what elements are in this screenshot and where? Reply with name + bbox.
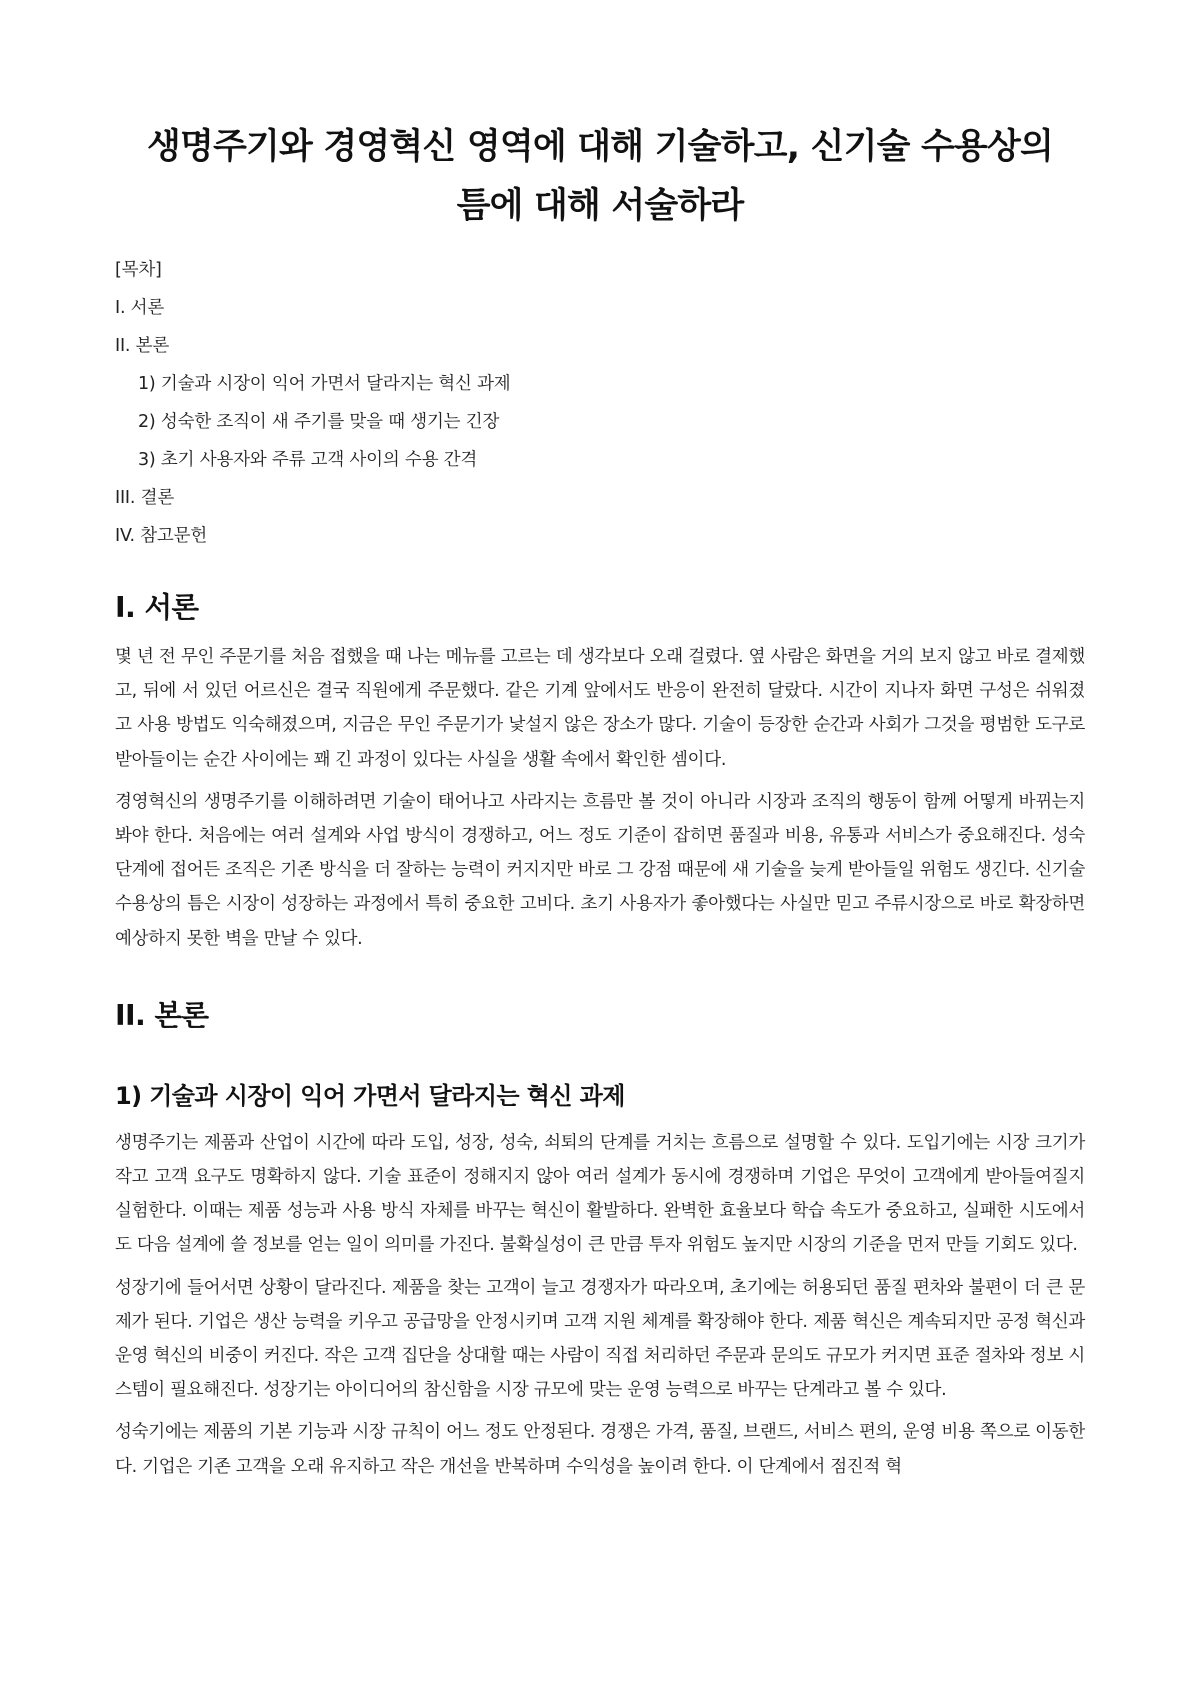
- toc-item-conclusion: III. 결론: [115, 488, 175, 508]
- document-page: [115, 118, 1085, 1492]
- table-of-contents: [115, 260, 1085, 546]
- toc-item-body-1: 1) 기술과 시장이 익어 가면서 달라지는 혁신 과제: [138, 374, 511, 394]
- document-title-line1: 생명주기와 경영혁신 영역에 대해 기술하고, 신기술 수용상의: [146, 127, 1054, 167]
- toc-item-introduction: I. 서론: [115, 298, 165, 318]
- section-heading-introduction: I. 서론: [115, 591, 199, 624]
- intro-paragraph-1: 몇 년 전 무인 주문기를 처음 접했을 때 나는 메뉴를 고르는 데 생각보다 오래 걸렸다. 옆 사람은 화면을 거의 보지 않고 바로 결제했고, 뒤에 서 있던 어르신은 결국 직원에게 주문했다. 같은 기계 앞에서도 반응이 완전히 달랐다. 시간이 지나자 화면 구성은 쉬워졌고 사용 방법도 익숙해졌으며, 지금은 무인 주문기가 낯설지 않은 장소가 많다. 기술이 등장한 순간과 사회가 그것을 평범한 도구로 받아들이는 순간 사이에는 꽤 긴 과정이 있다는 사실을 생활 속에서 확인한 셈이다.: [115, 647, 1085, 770]
- body-paragraph-2: 성장기에 들어서면 상황이 달라진다. 제품을 찾는 고객이 늘고 경쟁자가 따라오며, 초기에는 허용되던 품질 편차와 불편이 더 큰 문제가 된다. 기업은 생산 능력을 키우고 공급망을 안정시키며 고객 지원 체계를 확장해야 한다. 제품 혁신은 계속되지만 공정 혁신과 운영 혁신의 비중이 커진다. 작은 고객 집단을 상대할 때는 사람이 직접 처리하던 주문과 문의도 규모가 커지면 표준 절차와 정보 시스템이 필요해진다. 성장기는 아이디어의 참신함을 시장 규모에 맞는 운영 능력으로 바꾸는 단계라고 볼 수 있다.: [115, 1277, 1085, 1401]
- toc-item-body: II. 본론: [115, 336, 170, 356]
- toc-item-references: IV. 참고문헌: [115, 526, 208, 546]
- body-paragraph-3: 성숙기에는 제품의 기본 기능과 시장 규칙이 어느 정도 안정된다. 경쟁은 가격, 품질, 브랜드, 서비스 편의, 운영 비용 쪽으로 이동한다. 기업은 기존 고객을 오래 유지하고 작은 개선을 반복하며 수익성을 높이려 한다. 이 단계에서 점진적 혁: [115, 1422, 1085, 1477]
- toc-item-body-2: 2) 성숙한 조직이 새 주기를 맞을 때 생기는 긴장: [138, 412, 500, 432]
- subsection-heading-1: 1) 기술과 시장이 익어 가면서 달라지는 혁신 과제: [115, 1081, 625, 1110]
- document-title-line2: 틈에 대해 서술하라: [456, 186, 744, 226]
- intro-paragraph-2: 경영혁신의 생명주기를 이해하려면 기술이 태어나고 사라지는 흐름만 볼 것이 아니라 시장과 조직의 행동이 함께 어떻게 바뀌는지 봐야 한다. 처음에는 여러 설계와 사업 방식이 경쟁하고, 어느 정도 기준이 잡히면 품질과 비용, 유통과 서비스가 중요해진다. 성숙 단계에 접어든 조직은 기존 방식을 더 잘하는 능력이 커지지만 바로 그 강점 때문에 새 기술을 늦게 받아들일 위험도 생긴다. 신기술 수용상의 틈은 시장이 성장하는 과정에서 특히 중요한 고비다. 초기 사용자가 좋아했다는 사실만 믿고 주류시장으로 바로 확장하면 예상하지 못한 벽을 만날 수 있다.: [115, 791, 1085, 949]
- toc-item-body-3: 3) 초기 사용자와 주류 고객 사이의 수용 간격: [138, 450, 478, 470]
- document-title: [115, 118, 1085, 236]
- body-paragraph-1: 생명주기는 제품과 산업이 시간에 따라 도입, 성장, 성숙, 쇠퇴의 단계를 거치는 흐름으로 설명할 수 있다. 도입기에는 시장 크기가 작고 고객 요구도 명확하지 않다. 기술 표준이 정해지지 않아 여러 설계가 동시에 경쟁하며 기업은 무엇이 고객에게 받아들여질지 실험한다. 이때는 제품 성능과 사용 방식 자체를 바꾸는 혁신이 활발하다. 완벽한 효율보다 학습 속도가 중요하고, 실패한 시도에서도 다음 설계에 쓸 정보를 얻는 일이 의미를 가진다. 불확실성이 큰 만큼 투자 위험도 높지만 시장의 기준을 먼저 만들 기회도 있다.: [115, 1132, 1085, 1256]
- toc-heading: [목차]: [115, 260, 162, 280]
- section-heading-body: II. 본론: [115, 998, 209, 1032]
